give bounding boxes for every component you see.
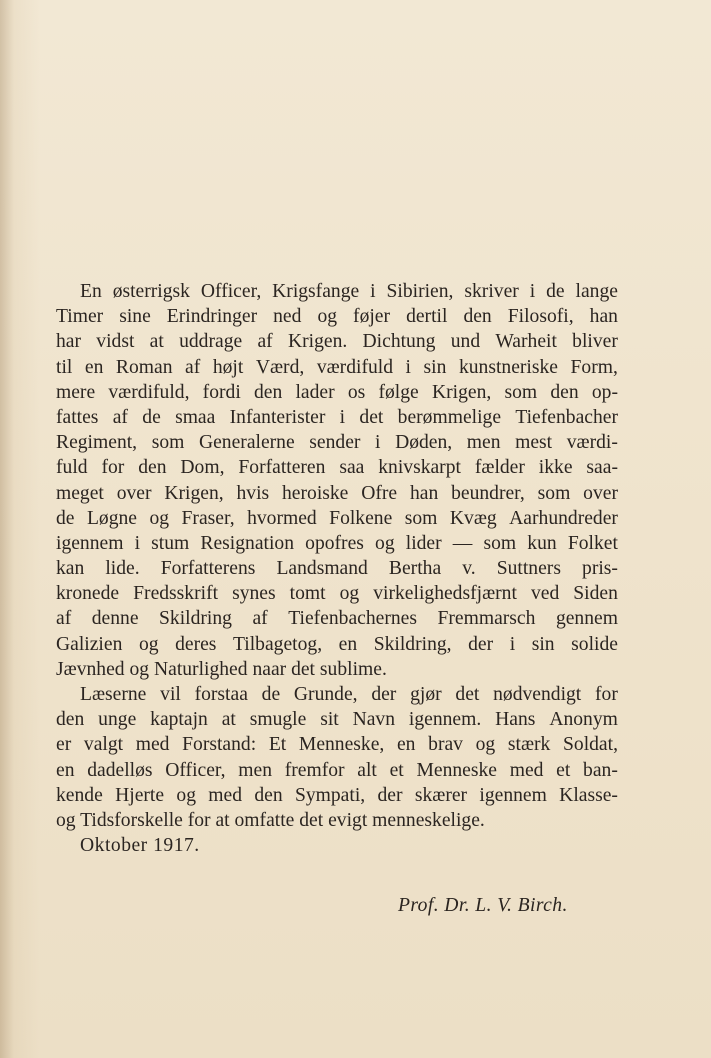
text-line: kende Hjerte og med den Sympati, der skærer igennem Klasse- <box>56 784 618 806</box>
signature: Prof. Dr. L. V. Birch. <box>398 895 568 916</box>
text-line: er valgt med Forstand: Et Menneske, en brav og stærk Soldat, <box>56 734 618 756</box>
date-line: Oktober 1917. <box>80 835 200 857</box>
paragraph-1 <box>56 279 618 682</box>
text-line: fuld for den Dom, Forfatteren saa knivskarpt fælder ikke saa- <box>56 457 618 479</box>
text-line: meget over Krigen, hvis heroiske Ofre han beundrer, som over <box>56 482 618 504</box>
paragraph-2 <box>56 682 618 833</box>
text-line: en dadelløs Officer, men fremfor alt et Menneske med et ban- <box>56 759 618 781</box>
text-line: de Løgne og Fraser, hvormed Folkene som Kvæg Aarhundreder <box>56 507 618 529</box>
text-line: den unge kaptajn at smugle sit Navn igennem. Hans Anonym <box>56 709 618 731</box>
preface-text <box>56 279 618 858</box>
text-line: Regiment, som Generalerne sender i Døden, men mest værdi- <box>56 432 618 454</box>
text-line: til en Roman af højt Værd, værdifuld i sin kunstneriske Form, <box>56 356 618 378</box>
text-line: mere værdifuld, fordi den lader os følge Krigen, som den op- <box>56 381 618 403</box>
text-line: af denne Skildring af Tiefenbachernes Fremmarsch gennem <box>56 608 618 630</box>
text-line: Jævnhed og Naturlighed naar det sublime. <box>56 658 387 680</box>
text-line: har vidst at uddrage af Krigen. Dichtung und Warheit bliver <box>56 331 618 353</box>
text-line: fattes af de smaa Infanterister i det berømmelige Tiefenbacher <box>56 406 618 428</box>
text-line: En østerrigsk Officer, Krigsfange i Sibirien, skriver i de lange <box>80 281 618 302</box>
text-line: kan lide. Forfatterens Landsmand Bertha v. Suttners pris- <box>56 558 618 580</box>
text-line: kronede Fredsskrift synes tomt og virkelighedsfjærnt ved Siden <box>56 583 618 605</box>
text-line: Timer sine Erindringer ned og føjer dertil den Filosofi, han <box>56 306 618 328</box>
text-line: Læserne vil forstaa de Grunde, der gjør det nødvendigt for <box>80 684 618 705</box>
text-line: igennem i stum Resignation opofres og lider — som kun Folket <box>56 532 618 554</box>
text-line: og Tidsforskelle for at omfatte det evigt menneskelige. <box>56 809 485 831</box>
text-line: Galizien og deres Tilbagetog, en Skildring, der i sin solide <box>56 633 618 655</box>
